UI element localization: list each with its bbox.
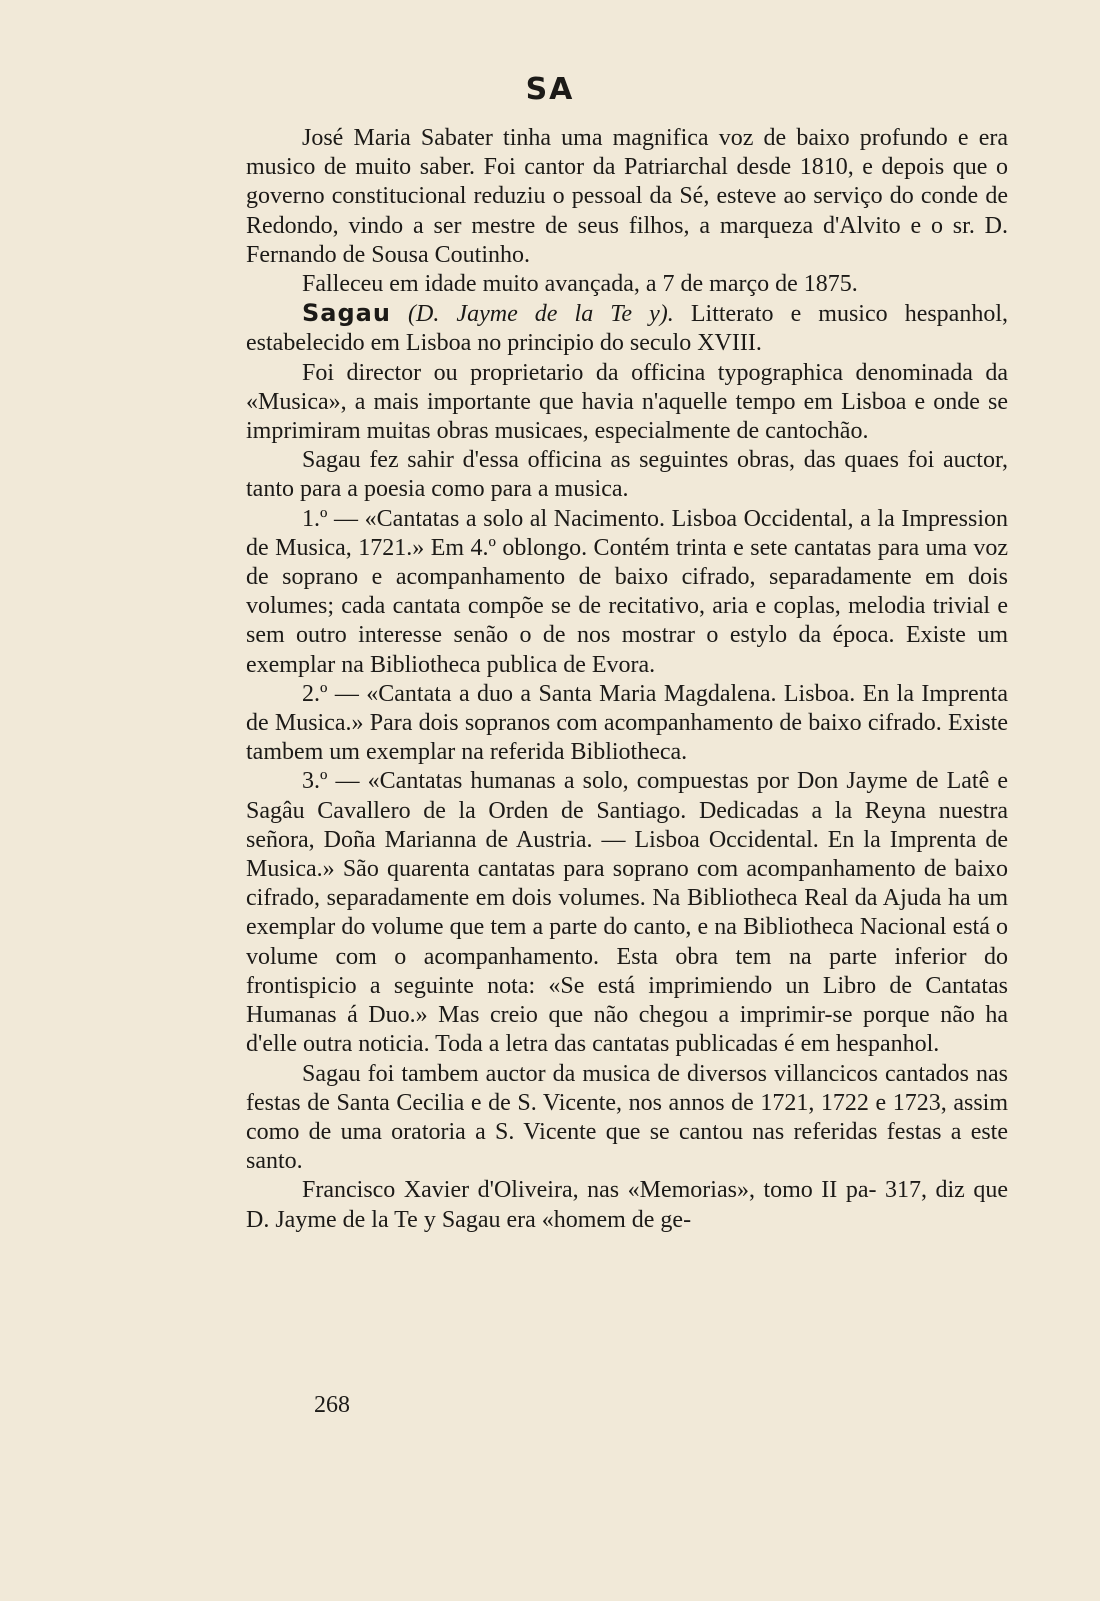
work-item-1: 1.º — «Cantatas a solo al Nacimento. Lisboa Occidental, a la Impression de Musica, 1721.» Em 4.º oblongo. Contém trinta e sete cantatas para uma voz de soprano e acompanhamento de baixo cifrado, separadamente em dois volumes; cada cantata compõe se de recitativo, aria e coplas, melodia trivial e sem outro interesse senão o de nos mostrar o estylo da época. Existe um exemplar na Bibliotheca publica de Evora. (246, 505, 1008, 678)
work-item-2: 2.º — «Cantata a duo a Santa Maria Magdalena. Lisboa. En la Imprenta de Musica.» Para dois sopranos com acompanhamento de baixo cifrado. Existe tambem um exemplar na referida Bibliotheca. (246, 680, 1008, 766)
paragraph: José Maria Sabater tinha uma magnifica voz de baixo profundo e era musico de muito saber. Foi cantor da Patriarchal desde 1810, e depois que o governo constitucional reduziu o pessoal da Sé, esteve ao serviço do conde de Redondo, vindo a ser mestre de seus filhos, a marqueza d'Alvito e o sr. D. Fernando de Sousa Coutinho. (246, 125, 1008, 268)
paragraph: Sagau fez sahir d'essa officina as seguintes obras, das quaes foi auctor, tanto para a poesia como para a musica. (246, 447, 1008, 503)
entry-subtitle: (D. Jayme de la Te y). (408, 301, 674, 328)
paragraph: Falleceu em idade muito avançada, a 7 de março de 1875. (302, 271, 858, 298)
work-item-3: 3.º — «Cantatas humanas a solo, compuestas por Don Jayme de Latê e Sagâu Cavallero de la Orden de Santiago. Dedicadas a la Reyna nuestra señora, Doña Marianna de Austria. — Lisboa Occidental. En la Imprenta de Musica.» São quarenta cantatas para soprano com acompanhamento de baixo cifrado, separadamente em dois volumes. Na Bibliotheca Real da Ajuda ha um exemplar do volume que tem a parte do canto, e na Bibliotheca Nacional está o volume com o acompanhamento. Esta obra tem na parte inferior do frontispicio a seguinte nota: «Se está imprimiendo un Libro de Cantatas Humanas á Duo.» Mas creio que não chegou a imprimir-se porque não ha d'elle outra noticia. Toda a letra das cantatas publicadas é em hespanhol. (246, 768, 1008, 1058)
entry-name: Sagau (302, 299, 391, 328)
running-header: SA (525, 72, 575, 107)
paragraph: Francisco Xavier d'Oliveira, nas «Memorias», tomo II pa- 317, diz que D. Jayme de la Te y Sagau era «homem de ge- (246, 1177, 1008, 1233)
paragraph: Foi director ou proprietario da officina typographica denominada da «Musica», a mais importante que havia n'aquelle tempo em Lisboa e onde se imprimiram muitas obras musicaes, especialmente de cantochão. (246, 359, 1008, 445)
entry-paragraph (246, 299, 1008, 358)
body-text (246, 124, 1008, 1235)
paragraph: Sagau foi tambem auctor da musica de diversos villancicos cantados nas festas de Santa Cecilia e de S. Vicente, nos annos de 1721, 1722 e 1723, assim como de uma oratoria a S. Vicente que se cantou nas referidas festas a este santo. (246, 1060, 1008, 1175)
page-number: 268 (314, 1392, 350, 1418)
entry-text: Litterato e musico hespanhol, estabelecido em Lisboa no principio do seculo XVIII. (246, 301, 1009, 357)
